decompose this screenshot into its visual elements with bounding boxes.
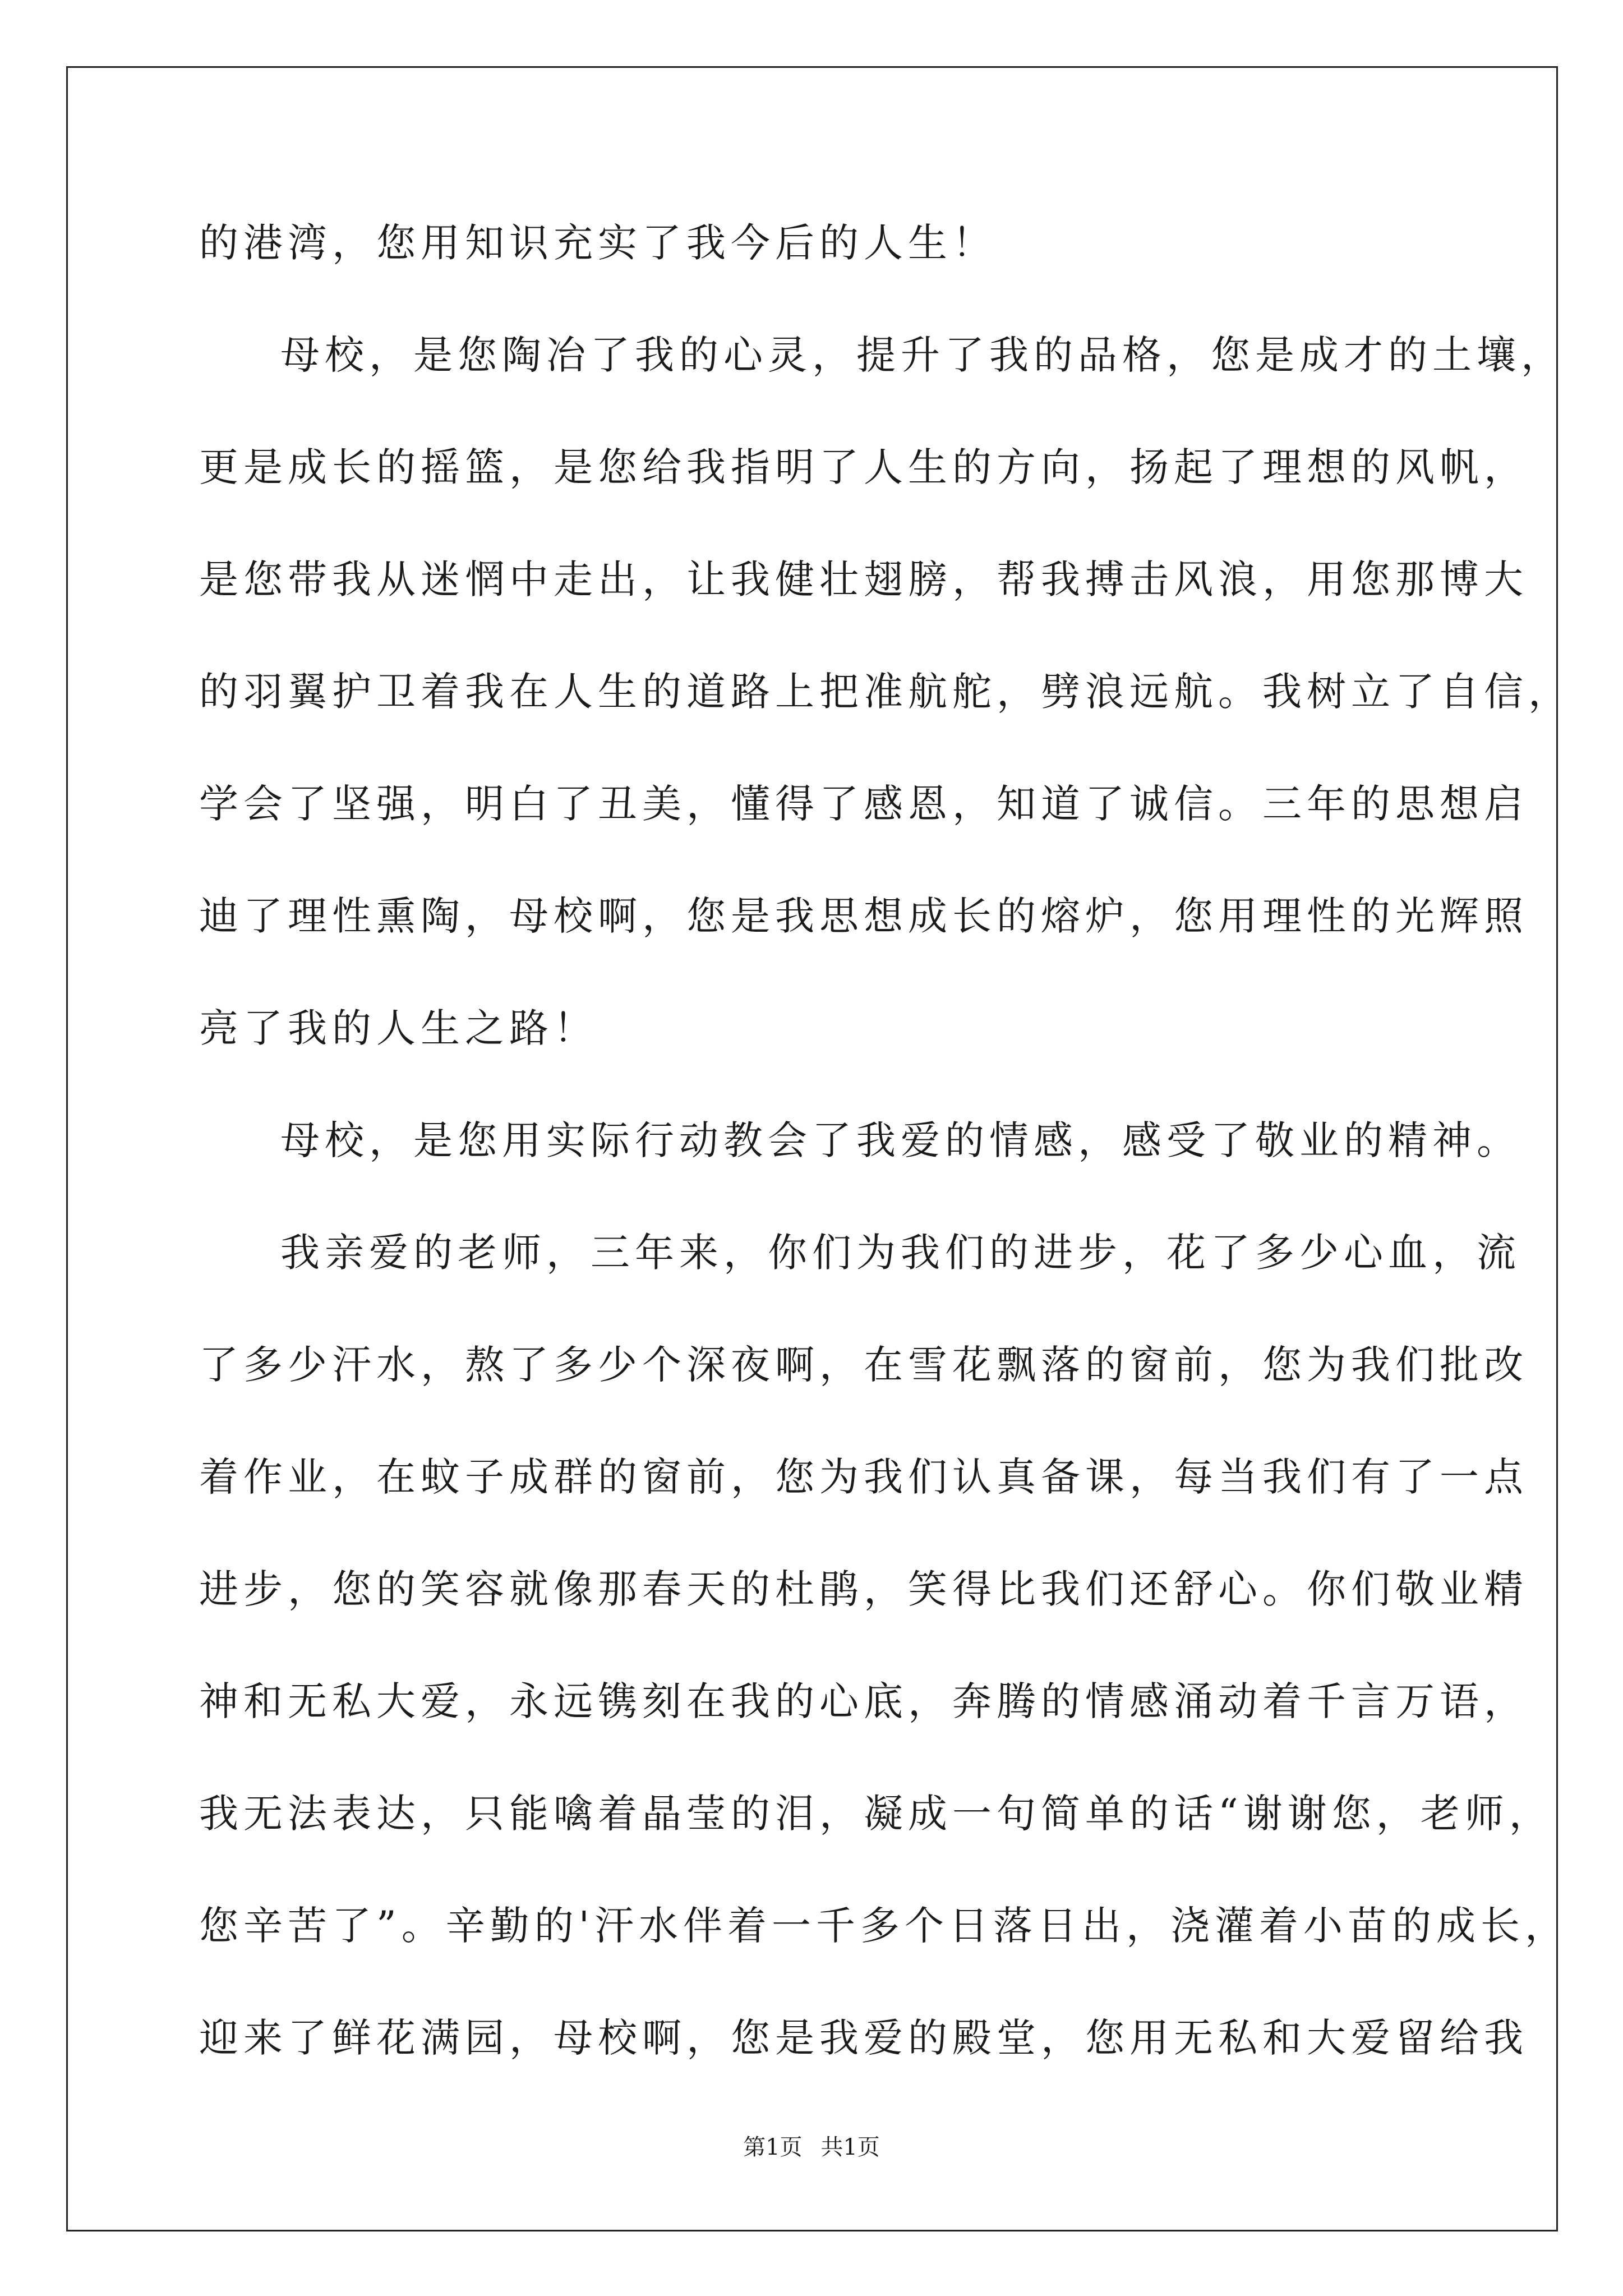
page-total: 共1页 [820, 2134, 880, 2160]
text-line: 更是成长的摇篮，是您给我指明了人生的方向，扬起了理想的风帆， [199, 444, 1528, 490]
text-line: 亮了我的人生之路！ [199, 1005, 598, 1051]
text-line: 是您带我从迷惘中走出，让我健壮翅膀，帮我搏击风浪，用您那博大 [199, 556, 1528, 602]
text-line: 迎来了鲜花满园，母校啊，您是我爱的殿堂，您用无私和大爱留给我 [199, 2015, 1528, 2061]
text-line: 母校，是您用实际行动教会了我爱的情感，感受了敬业的精神。 [280, 1117, 1521, 1163]
page-footer [0, 2136, 1623, 2159]
text-line: 学会了坚强，明白了丑美，懂得了感恩，知道了诚信。三年的思想启 [199, 781, 1528, 827]
text-line: 进步，您的笑容就像那春天的杜鹃，笑得比我们还舒心。你们敬业精 [199, 1566, 1528, 1612]
text-line: 的羽翼护卫着我在人生的道路上把准航舵，劈浪远航。我树立了自信， [199, 669, 1573, 715]
page-number: 第1页 [743, 2134, 803, 2160]
text-line: 我无法表达，只能噙着晶莹的泪，凝成一句简单的话“谢谢您，老师， [199, 1791, 1553, 1837]
text-line: 迪了理性熏陶，母校啊，您是我思想成长的熔炉，您用理性的光辉照 [199, 893, 1528, 939]
text-line: 的港湾，您用知识充实了我今后的人生！ [199, 220, 997, 266]
text-line: 母校，是您陶冶了我的心灵，提升了我的品格，您是成才的土壤， [280, 332, 1565, 378]
text-line: 着作业，在蚊子成群的窗前，您为我们认真备课，每当我们有了一点 [199, 1454, 1528, 1500]
text-line: 神和无私大爱，永远镌刻在我的心底，奔腾的情感涌动着千言万语， [199, 1678, 1528, 1724]
text-line: 您辛苦了”。辛勤的'汗水伴着一千多个日落日出，浇灌着小苗的成长， [199, 1903, 1570, 1949]
text-line: 我亲爱的老师，三年来，你们为我们的进步，花了多少心血，流 [280, 1230, 1521, 1276]
text-line: 了多少汗水，熬了多少个深夜啊，在雪花飘落的窗前，您为我们批改 [199, 1342, 1528, 1388]
